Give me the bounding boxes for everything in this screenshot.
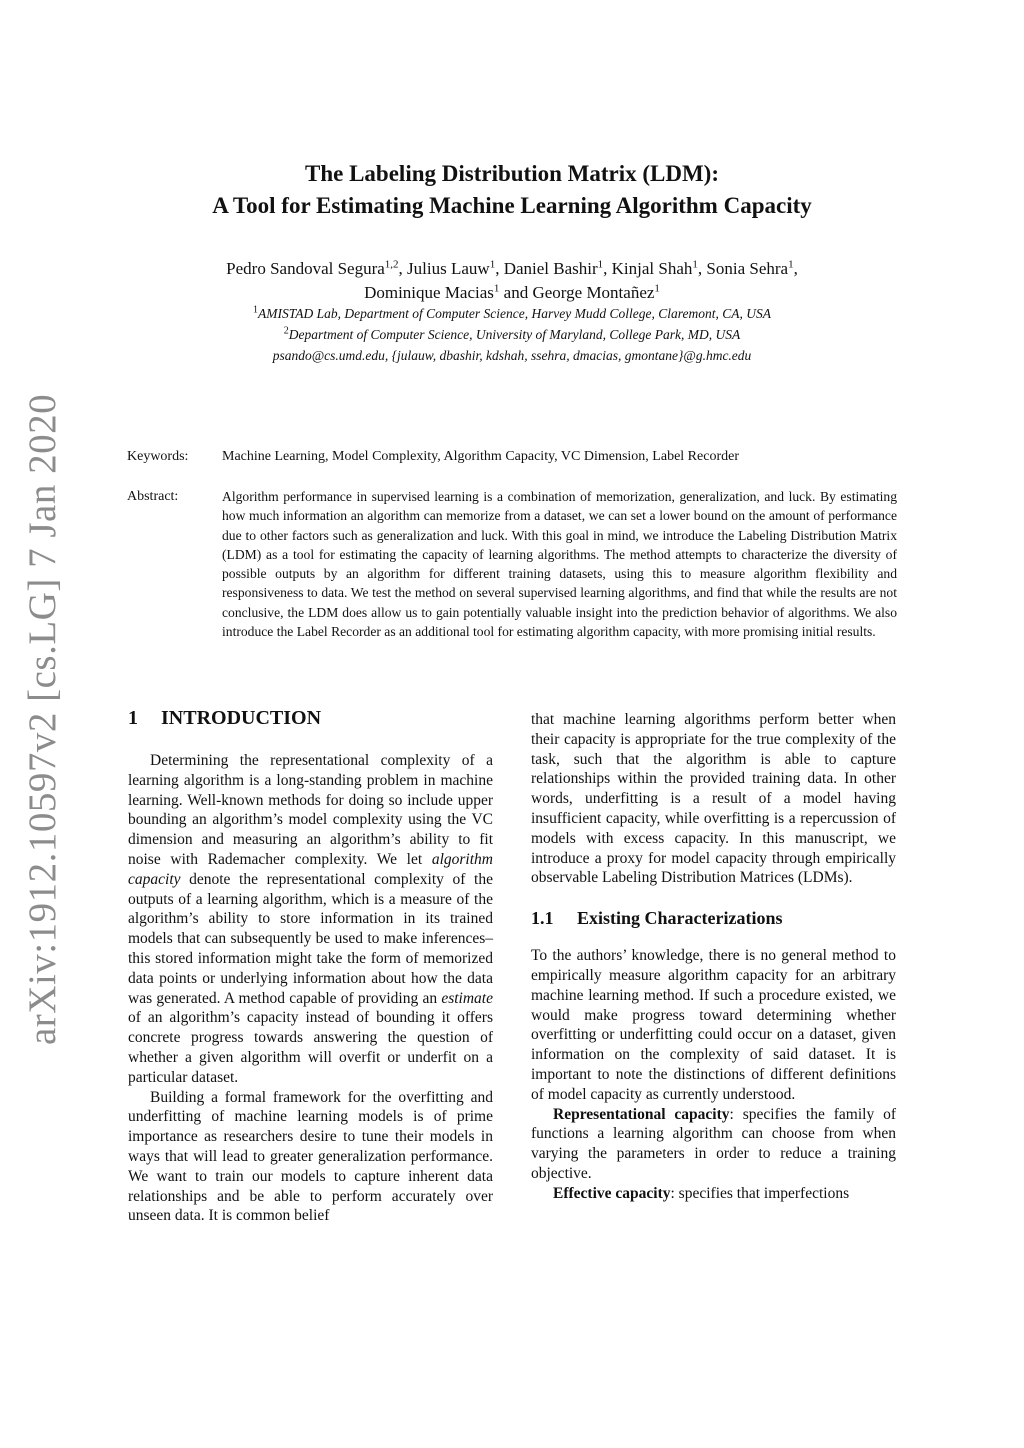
author-name: Dominique Macias xyxy=(364,283,494,302)
text-run: Determining the representational complexity of a learning algorithm is a long-standing problem in machine learning. Well-known methods for doing so include upper bounding an algorithm’s model complexity using the VC dimension and measuring an algorithm’s ability to fit noise with Rademacher complexity. We let xyxy=(128,752,493,868)
arxiv-identifier: arXiv:1912.10597v2 [cs.LG] 7 Jan 2020 xyxy=(21,393,64,1045)
author-name: Julius Lauw xyxy=(407,259,490,278)
section-title: INTRODUCTION xyxy=(161,707,322,729)
affiliation-text: AMISTAD Lab, Department of Computer Science, Harvey Mudd College, Claremont, CA, USA xyxy=(258,306,771,321)
definition-term: Effective capacity xyxy=(553,1184,671,1202)
author-name: Daniel Bashir xyxy=(503,259,598,278)
abstract-text: Algorithm performance in supervised learning is a combination of memorization, generalization, and luck. By estimating how much information an algorithm can memorize from a dataset, we can set a lower bound on the amount of performance due to other factors such as generalization and luck. With this goal in mind, we introduce the Labeling Distribution Matrix (LDM) as a tool for estimating the capacity of learning algorithms. The method attempts to characterize the diversity of possible outputs by an algorithm for different training datasets, using this to measure algorithm flexibility and responsiveness to data. We test the method on several supervised learning algorithms, and find that while the results are not conclusive, the LDM does allow us to gain potentially valuable insight into the prediction behavior of algorithms. We also introduce the Label Recorder as an additional tool for estimating algorithm capacity, with more promising initial results. xyxy=(222,489,897,640)
emphasis-term: estimate xyxy=(441,989,493,1007)
definition-term: Representational capacity xyxy=(553,1105,730,1123)
representational-capacity-paragraph xyxy=(531,1105,896,1184)
author-affil-mark: 1 xyxy=(654,282,660,295)
text-run: denote the representational complexity of the outputs of a learning algorithm, which is a measure of the algorithm’s ability to store information in its trained models that can subsequently be used to make inferences–this stored information might take the form of memorized data points or underlying information about how the data was generated. A method capable of providing an xyxy=(128,870,493,1007)
author-affil-mark: 1 xyxy=(692,258,698,271)
effective-capacity-paragraph xyxy=(531,1184,896,1204)
section-number: 1 xyxy=(128,707,138,729)
emphasis-term: algorithm capacity xyxy=(128,850,493,888)
section-heading-introduction xyxy=(128,705,493,731)
affiliation-text: Department of Computer Science, University of Maryland, College Park, MD, USA xyxy=(288,327,741,342)
author-name: George Montañez xyxy=(532,283,655,302)
subsection-number: 1.1 xyxy=(531,908,554,929)
author-name: Sonia Sehra xyxy=(706,259,789,278)
author-affil-mark: 1 xyxy=(493,282,500,295)
author-name: Pedro Sandoval Segura xyxy=(226,259,385,278)
subsection-title: Existing Characterizations xyxy=(577,908,783,929)
affiliation-2 xyxy=(0,324,1024,345)
characterizations-paragraph-1: To the authors’ knowledge, there is no general method to empirically measure algorithm capacity for an arbitrary machine learning method. If such a procedure existed, we would make progress toward determining whether overfitting or underfitting could occur on a dataset, given information on the complexity of said dataset. It is important to note the distinctions of different definitions of model capacity as currently understood. xyxy=(531,947,896,1103)
affiliation-mark: 1 xyxy=(253,304,259,316)
title-line-2: A Tool for Estimating Machine Learning Algorithm Capacity xyxy=(212,193,812,218)
author-emails: psando@cs.umd.edu, {julauw, dbashir, kdshah, ssehra, dmacias, gmontane}@g.hmc.edu xyxy=(272,348,752,363)
author-line-2 xyxy=(0,281,1024,305)
author-affil-mark: 1 xyxy=(489,258,496,271)
paper-title xyxy=(0,158,1024,222)
right-column xyxy=(531,710,896,1204)
author-affil-mark: 1 xyxy=(788,258,794,271)
author-affil-mark: 1 xyxy=(597,258,604,271)
affiliation-1 xyxy=(0,303,1024,324)
abstract-label: Abstract: xyxy=(127,489,179,504)
author-name: Kinjal Shah xyxy=(611,259,693,278)
author-conjunction: and xyxy=(503,283,529,302)
definition-text: : specifies that imperfections xyxy=(670,1184,850,1202)
keywords-text: Machine Learning, Model Complexity, Algorithm Capacity, VC Dimension, Label Recorder xyxy=(222,449,739,464)
subsection-heading-existing-characterizations xyxy=(531,906,896,930)
intro-paragraph-1 xyxy=(128,751,493,1088)
intro-paragraph-3: that machine learning algorithms perform better when their capacity is appropriate for the true complexity of the task, such that the algorithm is able to capture relationships within the provided training data. In other words, underfitting is a result of a model having insufficient capacity, while overfitting is a repercussion of models with excess capacity. In this manuscript, we introduce a proxy for model capacity through empirically observable Labeling Distribution Matrices (LDMs). xyxy=(531,711,896,887)
author-affil-mark: 1,2 xyxy=(384,258,399,271)
affiliations xyxy=(0,303,1024,366)
definition-text: : specifies the family of functions a learning algorithm can choose from when varying the parameters in order to reduce a training objective. xyxy=(531,1105,897,1182)
left-column xyxy=(128,705,493,1226)
title-line-1: The Labeling Distribution Matrix (LDM): xyxy=(305,161,719,186)
intro-paragraph-2: Building a formal framework for the overfitting and underfitting of machine learning models is of prime importance as researchers desire to tune their models in ways that will lead to greater generalization performance. We want to train our models to capture inherent data relationships and be able to perform accurately over unseen data. It is common belief xyxy=(128,1088,493,1225)
keywords-label: Keywords: xyxy=(127,449,189,464)
author-list xyxy=(0,257,1024,305)
affiliation-mark: 2 xyxy=(283,325,289,337)
text-run: of an algorithm’s capacity instead of bounding it offers concrete progress towards answering the question of whether a given algorithm will overfit or underfit on a particular dataset. xyxy=(128,1009,493,1086)
author-line-1: Pedro Sandoval Segura$^{1,2}$, Julius Lauw$^1$, Daniel Bashir$^1$, Kinjal Shah$^1$, Sonia Sehra$^1$, xyxy=(226,258,798,278)
